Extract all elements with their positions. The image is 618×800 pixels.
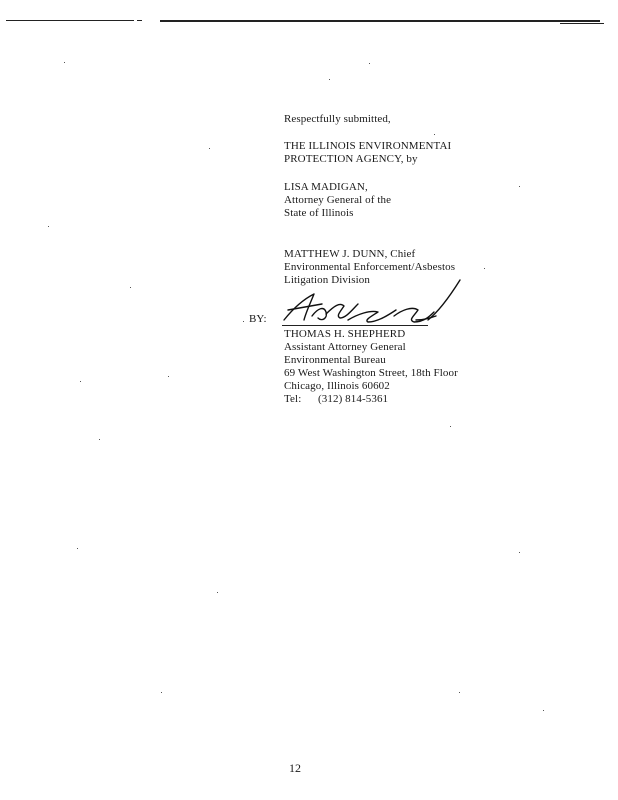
scan-speck: [369, 63, 370, 64]
scan-speck: [519, 186, 520, 187]
scan-speck: [161, 692, 162, 693]
agency-line-1: THE ILLINOIS ENVIRONMENTAI: [284, 140, 452, 152]
address-line-1: 69 West Washington Street, 18th Floor: [284, 367, 458, 379]
scan-speck: [209, 148, 210, 149]
scan-speck: [217, 592, 218, 593]
scan-speck: [168, 376, 169, 377]
scan-speck: [243, 321, 244, 322]
attorney-general-state: State of Illinois: [284, 207, 354, 219]
scan-speck: [519, 552, 520, 553]
by-label: BY:: [249, 313, 267, 325]
scan-speck: [99, 439, 100, 440]
address-line-2: Chicago, Illinois 60602: [284, 380, 390, 392]
top-rule-dash: [137, 20, 142, 21]
attorney-general-title: Attorney General of the: [284, 194, 392, 206]
scan-speck: [543, 710, 544, 711]
attorney-general-name: LISA MADIGAN,: [284, 181, 368, 193]
agency-line-2: PROTECTION AGENCY, by: [284, 153, 418, 165]
scan-speck: [434, 134, 435, 135]
scan-speck: [329, 79, 330, 80]
scan-speck: [77, 548, 78, 549]
scan-speck: [48, 226, 49, 227]
scan-speck: [64, 62, 65, 63]
tel-number: (312) 814-5361: [318, 393, 389, 405]
closing-text: Respectfully submitted,: [284, 113, 391, 125]
scan-speck: [459, 692, 460, 693]
chief-name: MATTHEW J. DUNN, Chief: [284, 248, 416, 260]
scan-speck: [80, 381, 81, 382]
chief-division-line-1: Environmental Enforcement/Asbestos: [284, 261, 456, 273]
scan-speck: [130, 287, 131, 288]
signer-title: Assistant Attorney General: [284, 341, 406, 353]
signature-line: [282, 325, 428, 326]
chief-division-line-2: Litigation Division: [284, 274, 370, 286]
tel-label: Tel:: [284, 393, 302, 405]
scan-speck: [484, 268, 485, 269]
signer-name: THOMAS H. SHEPHERD: [284, 328, 406, 340]
top-rule-main: [160, 20, 600, 22]
top-rule-right: [560, 23, 604, 24]
signer-bureau: Environmental Bureau: [284, 354, 386, 366]
top-rule-left: [6, 20, 134, 21]
page-number: 12: [289, 761, 301, 775]
scan-speck: [450, 426, 451, 427]
handwritten-signature: [278, 276, 468, 332]
